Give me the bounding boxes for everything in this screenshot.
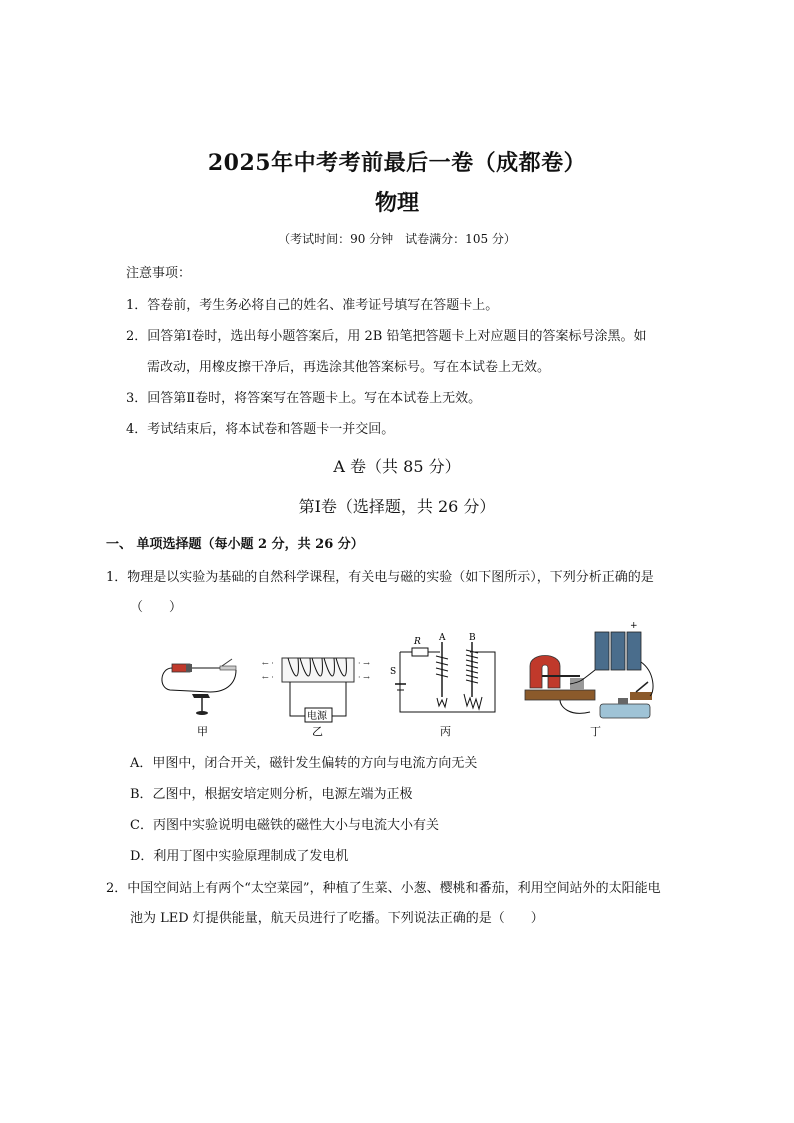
fig-label-A: A xyxy=(439,633,446,643)
note-item-1: 1．答卷前，考生务必将自己的姓名、准考证号填写在答题卡上。 xyxy=(126,298,499,313)
figure-jia xyxy=(162,659,236,738)
q1-stem: 1．物理是以实验为基础的自然科学课程，有关电与磁的实验（如下图所示），下列分析正确的是 xyxy=(106,570,654,585)
fig-label-jia: 甲 xyxy=(197,725,208,738)
q1-option-a: A．甲图中，闭合开关，磁针发生偏转的方向与电流方向无关 xyxy=(130,756,478,771)
subject-title: 物理 xyxy=(374,190,419,216)
note-item-2-cont: 需改动，用橡皮擦干净后，再选涂其他答案标号。写在本试卷上无效。 xyxy=(147,360,551,375)
notes-heading: 注意事项： xyxy=(126,266,192,281)
svg-text:· →: · → xyxy=(358,673,370,682)
a-volume-heading: A 卷（共 85 分） xyxy=(333,457,461,476)
svg-text:← ·: ← · xyxy=(262,673,274,682)
figure-ding xyxy=(525,622,653,738)
q1-option-d: D．利用丁图中实验原理制成了发电机 xyxy=(130,849,349,864)
fig-label-bing: 丙 xyxy=(440,725,451,738)
q1-figure xyxy=(150,622,670,742)
part1-heading: 第Ⅰ卷（选择题，共 26 分） xyxy=(298,497,496,516)
q1-option-c: C．丙图中实验说明电磁铁的磁性大小与电流大小有关 xyxy=(130,818,439,833)
q2-stem: 2．中国空间站上有两个“太空菜园”，种植了生菜、小葱、樱桃和番茄，利用空间站外的太阳能电 xyxy=(106,881,661,896)
note-item-4: 4．考试结束后，将本试卷和答题卡一并交回。 xyxy=(126,422,395,437)
exam-info: （考试时间：90 分钟 试卷满分：105 分） xyxy=(278,232,516,246)
note-item-3: 3．回答第Ⅱ卷时，将答案写在答题卡上。写在本试卷上无效。 xyxy=(126,391,482,406)
svg-text:· →: · → xyxy=(358,659,370,668)
svg-text:← ·: ← · xyxy=(262,659,274,668)
fig-label-yi: 乙 xyxy=(312,725,323,738)
fig-label-R: R xyxy=(414,637,421,647)
fig-label-plus: + xyxy=(630,622,638,631)
choice-section-heading: 一、 单项选择题（每小题 2 分，共 26 分） xyxy=(106,537,364,552)
exam-title: 2025年中考考前最后一卷（成都卷） xyxy=(207,150,587,176)
figure-bing xyxy=(390,633,495,738)
fig-label-B: B xyxy=(469,633,476,643)
figure-yi xyxy=(262,658,370,738)
q1-option-b: B．乙图中，根据安培定则分析，电源左端为正极 xyxy=(130,787,413,802)
fig-label-ding: 丁 xyxy=(590,725,601,738)
note-item-2: 2．回答第Ⅰ卷时，选出每小题答案后，用 2B 铅笔把答题卡上对应题目的答案标号涂黑。如 xyxy=(126,329,647,344)
q1-stem-paren: （ ） xyxy=(130,600,183,615)
q2-stem-cont: 池为 LED 灯提供能量，航天员进行了吃播。下列说法正确的是（ ） xyxy=(130,911,544,926)
fig-label-S: S xyxy=(390,667,397,677)
fig-label-power: 电源 xyxy=(307,711,327,722)
